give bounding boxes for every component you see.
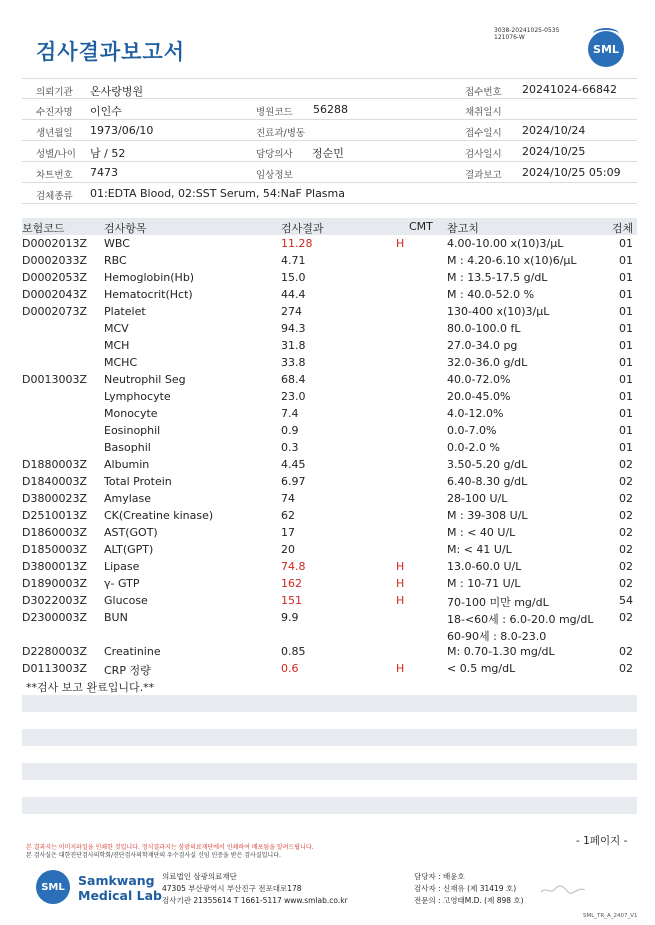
result-reference: < 0.5 mg/dL	[447, 662, 516, 675]
result-cmt: H	[396, 594, 405, 607]
result-code: D2300003Z	[22, 611, 87, 624]
result-specimen: 02	[619, 560, 633, 573]
result-specimen: 01	[619, 373, 633, 386]
notice-red: 본 결과지는 이미지파일을 인쇄한 것입니다. 정식결과지는 삼광의료재단에서 인쇄하여 배포됨을 알려드립니다.	[26, 844, 314, 851]
info-value: 1973/06/10	[90, 124, 154, 137]
result-reference: 27.0-34.0 pg	[447, 339, 518, 352]
result-reference: M : 40.0-52.0 %	[447, 288, 535, 301]
info-row	[22, 141, 637, 162]
result-value: 7.4	[281, 407, 299, 420]
result-code: D1880003Z	[22, 458, 87, 471]
result-item: Monocyte	[104, 407, 158, 420]
result-row	[22, 541, 637, 558]
staff-line: 검사자 : 신재유 (제 31419 호)	[414, 884, 517, 893]
empty-row	[22, 763, 637, 780]
result-specimen: 54	[619, 594, 633, 607]
result-code: D1890003Z	[22, 577, 87, 590]
result-specimen: 01	[619, 424, 633, 437]
brand-line: Medical Lab	[78, 888, 162, 903]
result-specimen: 02	[619, 526, 633, 539]
empty-row	[22, 729, 637, 746]
result-specimen: 02	[619, 577, 633, 590]
result-row	[22, 558, 637, 575]
result-row	[22, 609, 637, 626]
result-item: MCH	[104, 339, 130, 352]
specimen-label: 검체종류	[36, 191, 73, 202]
result-value: 17	[281, 526, 295, 539]
result-code: D3800013Z	[22, 560, 87, 573]
result-code: D1840003Z	[22, 475, 87, 488]
document-code-line: 121076-W	[494, 34, 525, 41]
result-reference: 20.0-45.0%	[447, 390, 511, 403]
info-label: 의뢰기관	[36, 87, 73, 98]
empty-row	[22, 695, 637, 712]
result-code: D0002053Z	[22, 271, 87, 284]
result-value: 33.8	[281, 356, 306, 369]
result-item: ALT(GPT)	[104, 543, 154, 556]
result-specimen: 01	[619, 390, 633, 403]
result-item: BUN	[104, 611, 128, 624]
header-cmt: CMT	[409, 220, 433, 233]
result-value: 0.85	[281, 645, 306, 658]
result-specimen: 01	[619, 322, 633, 335]
result-item: CRP 정량	[104, 664, 151, 677]
sml-logo-icon: SML	[588, 31, 624, 67]
brand-name	[78, 873, 162, 903]
result-row	[22, 456, 637, 473]
result-row	[22, 626, 637, 643]
info-value: 7473	[90, 166, 118, 179]
result-value: 94.3	[281, 322, 306, 335]
report-complete-note: **검사 보고 완료입니다.**	[26, 681, 155, 694]
result-item: γ- GTP	[104, 577, 140, 590]
info-value: 2024/10/25 05:09	[522, 166, 621, 179]
info-row	[22, 120, 637, 141]
result-value: 31.8	[281, 339, 306, 352]
result-item: Amylase	[104, 492, 152, 505]
info-label: 결과보고	[465, 170, 502, 181]
result-code: D2280003Z	[22, 645, 87, 658]
result-row	[22, 490, 637, 507]
specimen-value: 01:EDTA Blood, 02:SST Serum, 54:NaF Plasma	[90, 187, 345, 200]
result-item: Glucose	[104, 594, 148, 607]
result-reference: M: 0.70-1.30 mg/dL	[447, 645, 555, 658]
info-label: 담당의사	[256, 149, 293, 160]
result-value: 74.8	[281, 560, 306, 573]
result-reference: 4.00-10.00 x(10)3/μL	[447, 237, 564, 250]
info-value: 20241024-66842	[522, 83, 617, 96]
result-row	[22, 439, 637, 456]
form-version: SML_TR_A_2407_V1	[583, 913, 638, 919]
staff-line: 전문의 : 고영태M.D. (제 898 호)	[414, 896, 524, 905]
result-row	[22, 524, 637, 541]
lab-address	[162, 871, 348, 907]
empty-row	[22, 797, 637, 814]
result-row	[22, 507, 637, 524]
result-specimen: 01	[619, 271, 633, 284]
info-label: 성별/나이	[36, 149, 76, 160]
result-item: MCV	[104, 322, 129, 335]
page-number: - 1페이지 -	[576, 835, 628, 847]
info-label: 차트번호	[36, 170, 73, 181]
result-value: 20	[281, 543, 295, 556]
result-reference: 4.0-12.0%	[447, 407, 504, 420]
result-value: 44.4	[281, 288, 306, 301]
results-table	[22, 235, 637, 677]
result-reference: 3.50-5.20 g/dL	[447, 458, 528, 471]
results-header	[22, 218, 637, 235]
info-label: 임상정보	[256, 170, 293, 181]
result-code: D0002073Z	[22, 305, 87, 318]
result-value: 23.0	[281, 390, 306, 403]
result-item: WBC	[104, 237, 130, 250]
info-label: 접수번호	[465, 87, 502, 98]
result-reference: 130-400 x(10)3/μL	[447, 305, 550, 318]
address-line: 검사기관 21355614 T 1661-5117 www.smlab.co.kr	[162, 896, 348, 905]
info-row	[22, 183, 637, 204]
address-line: 47305 부산광역시 부산진구 전포대로178	[162, 884, 302, 893]
notice-black: 본 검사실은 대한진단검사의학회/진단검사의학재단의 우수검사실 신임 인증을 받은 검사실입니다.	[26, 852, 281, 859]
result-reference: M: < 41 U/L	[447, 543, 512, 556]
header-item: 검사항목	[104, 222, 147, 235]
result-reference: M : < 40 U/L	[447, 526, 516, 539]
info-label: 생년월일	[36, 128, 73, 139]
result-reference: 32.0-36.0 g/dL	[447, 356, 528, 369]
result-row	[22, 405, 637, 422]
patient-info	[22, 78, 637, 204]
result-reference: 0.0-7.0%	[447, 424, 497, 437]
sml-brand-icon: SML	[36, 870, 70, 904]
result-code: D2510013Z	[22, 509, 87, 522]
result-code: D0002043Z	[22, 288, 87, 301]
result-specimen: 01	[619, 441, 633, 454]
info-label: 병원코드	[256, 107, 293, 118]
result-specimen: 02	[619, 645, 633, 658]
result-reference: 40.0-72.0%	[447, 373, 511, 386]
result-value: 68.4	[281, 373, 306, 386]
result-item: RBC	[104, 254, 127, 267]
document-code-line: 3038-20241025-0535	[494, 27, 560, 34]
result-value: 4.45	[281, 458, 306, 471]
result-reference: 13.0-60.0 U/L	[447, 560, 522, 573]
result-specimen: 02	[619, 543, 633, 556]
result-value: 0.3	[281, 441, 299, 454]
result-item: Hematocrit(Hct)	[104, 288, 193, 301]
result-reference: 28-100 U/L	[447, 492, 508, 505]
result-specimen: 02	[619, 662, 633, 675]
result-value: 6.97	[281, 475, 306, 488]
result-item: Lymphocyte	[104, 390, 171, 403]
info-value: 정순민	[312, 147, 344, 160]
result-row	[22, 371, 637, 388]
result-item: Eosinophil	[104, 424, 161, 437]
result-item: Lipase	[104, 560, 140, 573]
result-code: D0113003Z	[22, 662, 87, 675]
result-reference: M : 4.20-6.10 x(10)6/μL	[447, 254, 577, 267]
result-row	[22, 303, 637, 320]
info-label: 검사일시	[465, 149, 502, 160]
result-row	[22, 252, 637, 269]
header-ref: 참고치	[447, 222, 479, 235]
result-reference: 80.0-100.0 fL	[447, 322, 521, 335]
result-specimen: 01	[619, 305, 633, 318]
result-row	[22, 354, 637, 371]
result-reference: M : 39-308 U/L	[447, 509, 528, 522]
result-code: D3022003Z	[22, 594, 87, 607]
result-row	[22, 473, 637, 490]
result-value: 4.71	[281, 254, 306, 267]
header-value: 검사결과	[281, 222, 324, 235]
result-value: 9.9	[281, 611, 299, 624]
result-value: 11.28	[281, 237, 313, 250]
result-item: AST(GOT)	[104, 526, 158, 539]
info-value: 남 / 52	[90, 147, 126, 160]
result-row	[22, 592, 637, 609]
result-value: 74	[281, 492, 295, 505]
result-reference: 18-<60세 : 6.0-20.0 mg/dL	[447, 613, 594, 626]
result-reference: 6.40-8.30 g/dL	[447, 475, 528, 488]
result-code: D3800023Z	[22, 492, 87, 505]
result-specimen: 01	[619, 356, 633, 369]
result-specimen: 02	[619, 611, 633, 624]
result-row	[22, 388, 637, 405]
result-item: CK(Creatine kinase)	[104, 509, 214, 522]
result-item: Basophil	[104, 441, 151, 454]
result-item: Creatinine	[104, 645, 161, 658]
info-label: 진료과/병동	[256, 128, 306, 139]
page-title: 검사결과보고서	[36, 40, 186, 64]
staff-line: 담당자 : 배윤호	[414, 872, 465, 881]
staff-info	[414, 871, 524, 907]
result-reference: 60-90세 : 8.0-23.0	[447, 630, 547, 643]
result-value: 274	[281, 305, 302, 318]
result-code: D1850003Z	[22, 543, 87, 556]
info-row	[22, 162, 637, 183]
header-code: 보험코드	[22, 222, 65, 235]
result-specimen: 01	[619, 237, 633, 250]
result-value: 162	[281, 577, 302, 590]
result-row	[22, 269, 637, 286]
result-item: Hemoglobin(Hb)	[104, 271, 195, 284]
result-item: Neutrophil Seg	[104, 373, 186, 386]
header-specimen: 검체	[612, 222, 634, 235]
result-row	[22, 643, 637, 660]
info-label: 접수일시	[465, 128, 502, 139]
result-value: 15.0	[281, 271, 306, 284]
result-reference: M : 10-71 U/L	[447, 577, 521, 590]
result-item: Platelet	[104, 305, 146, 318]
info-value: 56288	[313, 103, 348, 116]
result-specimen: 02	[619, 458, 633, 471]
signature-icon	[540, 884, 586, 896]
info-value: 2024/10/24	[522, 124, 586, 137]
result-specimen: 01	[619, 407, 633, 420]
result-code: D1860003Z	[22, 526, 87, 539]
result-specimen: 01	[619, 288, 633, 301]
result-code: D0002033Z	[22, 254, 87, 267]
result-cmt: H	[396, 237, 405, 250]
result-specimen: 02	[619, 492, 633, 505]
result-value: 151	[281, 594, 302, 607]
result-specimen: 01	[619, 339, 633, 352]
result-cmt: H	[396, 577, 405, 590]
result-reference: 70-100 미만 mg/dL	[447, 596, 549, 609]
info-label: 수진자명	[36, 107, 73, 118]
info-row	[22, 99, 637, 120]
result-value: 62	[281, 509, 295, 522]
address-line: 의료법인 삼광의료재단	[162, 872, 237, 881]
empty-rows	[22, 695, 637, 831]
result-code: D0002013Z	[22, 237, 87, 250]
result-row	[22, 286, 637, 303]
result-item: MCHC	[104, 356, 138, 369]
info-label: 채취일시	[465, 107, 502, 118]
result-row	[22, 337, 637, 354]
brand-line: Samkwang	[78, 873, 155, 888]
result-row	[22, 422, 637, 439]
result-reference: M : 13.5-17.5 g/dL	[447, 271, 548, 284]
info-row	[22, 78, 637, 99]
result-value: 0.9	[281, 424, 299, 437]
result-value: 0.6	[281, 662, 299, 675]
info-value: 온사랑병원	[90, 85, 144, 98]
result-reference: 0.0-2.0 %	[447, 441, 500, 454]
info-value: 이인수	[90, 105, 122, 118]
document-code	[494, 27, 559, 41]
result-cmt: H	[396, 560, 405, 573]
result-specimen: 02	[619, 475, 633, 488]
result-code: D0013003Z	[22, 373, 87, 386]
result-cmt: H	[396, 662, 405, 675]
result-row	[22, 660, 637, 677]
result-item: Total Protein	[104, 475, 172, 488]
result-row	[22, 235, 637, 252]
info-value: 2024/10/25	[522, 145, 586, 158]
result-row	[22, 320, 637, 337]
result-specimen: 01	[619, 254, 633, 267]
result-specimen: 02	[619, 509, 633, 522]
result-row	[22, 575, 637, 592]
result-item: Albumin	[104, 458, 150, 471]
